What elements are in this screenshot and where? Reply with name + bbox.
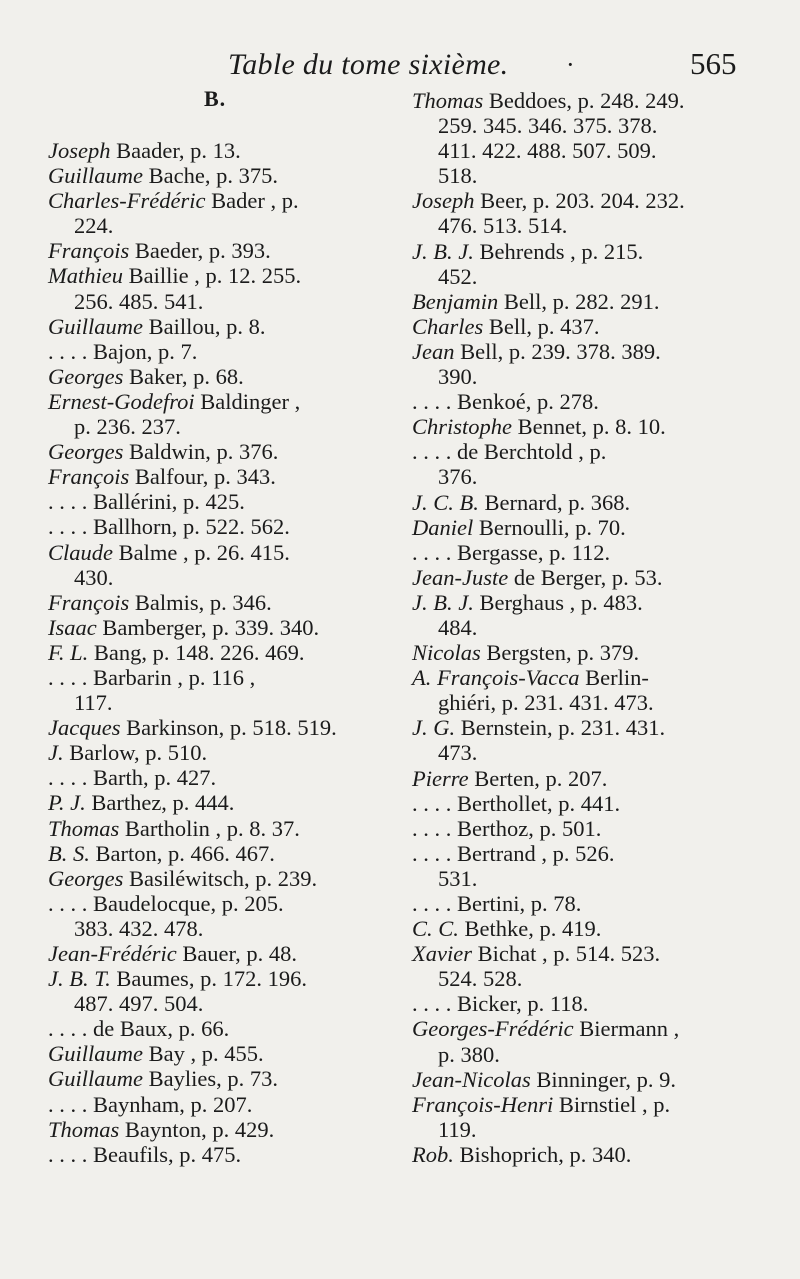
section-letter: B. [204,86,227,111]
entry-text: de Berger, p. 53. [508,564,663,590]
entry-text: Bernoulli, p. 70. [473,514,626,540]
entry-text: 224. [74,213,114,239]
entry-given-name: François [48,464,130,490]
entry-text: Barthez, p. 444. [85,790,235,816]
entry-text: Beddoes, p. 248. 249. [483,88,685,113]
index-entry [412,490,764,515]
index-entry-continuation [412,213,764,238]
entry-given-name: Jean-Juste [412,564,509,590]
index-entry [412,565,764,590]
index-entry-continuation [412,690,764,715]
entry-given-name: Charles-Frédéric [48,188,206,214]
entry-given-name: Benjamin [412,288,499,314]
entry-text: 430. [74,564,114,590]
index-entry-continuation [412,264,764,289]
entry-text: Berlin- [579,665,649,691]
entry-given-name: Ernest-Godefroi [48,388,195,414]
index-entry-continuation [412,1042,764,1067]
index-entry [48,1142,400,1167]
entry-text: 117. [74,690,113,716]
entry-text: Barton, p. 466. 467. [89,840,275,866]
entry-text: 473. [438,740,478,766]
entry-text: Bernstein, p. 231. 431. [455,715,666,741]
entry-text: Baldwin, p. 376. [123,439,279,465]
entry-given-name: Jacques [48,715,121,741]
entry-text: Baylies, p. 73. [143,1066,278,1092]
entry-given-name: Georges [48,363,124,389]
index-entry [412,540,764,565]
entry-text: 531. [438,865,478,891]
index-entry [412,239,764,264]
entry-given-name: P. J. [48,790,86,816]
entry-given-name: Daniel [412,514,474,540]
index-entry [48,188,400,213]
entry-text: . . . . Ballhorn, p. 522. 562. [48,514,290,540]
entry-given-name: J. G. [412,715,456,741]
index-entry [412,414,764,439]
index-entry [412,439,764,464]
entry-text: 476. 513. 514. [438,213,568,239]
index-entry [48,1092,400,1117]
entry-text: Bay , p. 455. [143,1041,264,1067]
index-entry [48,891,400,916]
entry-text: Bethke, p. 419. [458,916,602,942]
entry-given-name: Guillaume [48,1066,143,1092]
entry-given-name: Xavier [412,941,472,967]
index-entry [48,389,400,414]
entry-given-name: Charles [412,313,484,339]
entry-given-name: J. B. J. [412,589,474,615]
header-dot: · [566,50,575,79]
entry-given-name: François [48,238,130,264]
entry-text: Bichat , p. 514. 523. [471,941,661,967]
index-entry-continuation [48,289,400,314]
index-entry [412,916,764,941]
entry-text: Balmis, p. 346. [129,589,272,615]
index-entry [48,1041,400,1066]
index-entry [412,389,764,414]
entry-text: Bell, p. 239. 378. 389. [454,338,661,364]
index-entry [48,615,400,640]
index-entry [48,339,400,364]
index-entry [48,816,400,841]
index-entry [412,941,764,966]
entry-text: Basiléwitsch, p. 239. [123,865,318,891]
entry-given-name: François [48,589,130,615]
index-entry [48,590,400,615]
entry-text: Bell, p. 437. [483,313,600,339]
entry-text: 524. 528. [438,966,523,992]
entry-text: 518. [438,163,478,189]
entry-text: 376. [438,464,478,490]
entry-text: ghiéri, p. 231. 431. 473. [438,690,654,716]
index-entry [412,715,764,740]
index-entry [48,1117,400,1142]
index-entry [412,1142,764,1167]
entry-given-name: F. L. [48,639,89,665]
entry-given-name: J. C. B. [412,489,479,515]
index-entry [48,1016,400,1041]
entry-text: . . . . Bergasse, p. 112. [412,539,611,565]
entry-text: . . . . de Baux, p. 66. [48,1016,230,1042]
entry-text: Baillou, p. 8. [143,313,266,339]
index-entry [48,665,400,690]
entry-text: Birnstiel , p. [553,1091,671,1117]
entry-text: . . . . Ballérini, p. 425. [48,489,245,515]
entry-text: . . . . Baudelocque, p. 205. [48,890,284,916]
entry-given-name: Joseph [48,138,111,163]
entry-given-name: Thomas [412,88,484,113]
entry-given-name: Georges [48,865,124,891]
entry-given-name: Jean-Nicolas [412,1066,531,1092]
entry-text: Bernard, p. 368. [478,489,631,515]
index-entry-continuation [412,966,764,991]
entry-text: 390. [438,364,478,390]
index-entry [412,590,764,615]
index-entry [412,640,764,665]
entry-given-name: Jean-Frédéric [48,941,177,966]
index-entry-continuation [412,866,764,891]
index-entry [412,816,764,841]
entry-given-name: Guillaume [48,313,143,339]
index-entry [48,715,400,740]
index-entry [412,1067,764,1092]
entry-text: 452. [438,263,478,289]
entry-given-name: Claude [48,539,113,565]
index-entry [412,88,764,113]
index-entry-continuation [48,213,400,238]
index-entry [48,841,400,866]
index-entry [48,765,400,790]
entry-text: Bang, p. 148. 226. 469. [88,639,305,665]
index-entry [412,515,764,540]
index-entry [412,791,764,816]
index-entry-continuation [48,690,400,715]
entry-given-name: Joseph [412,188,475,214]
entry-text: Bauer, p. 48. [176,941,298,966]
entry-text: Bache, p. 375. [143,163,278,189]
index-entry [48,138,400,163]
entry-given-name: Jean [412,338,455,364]
entry-text: Bergsten, p. 379. [480,640,640,666]
index-entry [48,866,400,891]
index-entry-continuation [412,740,764,765]
entry-given-name: François-Henri [412,1091,554,1117]
entry-text: . . . . Baynham, p. 207. [48,1091,253,1117]
entry-text: 259. 345. 346. 375. 378. [438,113,658,139]
page-number: 565 [690,46,737,81]
index-entry [48,439,400,464]
index-entry [412,1016,764,1041]
entry-text: Balfour, p. 343. [129,464,276,490]
entry-text: Bennet, p. 8. 10. [512,414,666,440]
entry-given-name: Nicolas [412,640,481,666]
entry-text: . . . . Benkoé, p. 278. [412,389,599,415]
entry-given-name: Mathieu [48,263,123,289]
index-entry-continuation [48,991,400,1016]
entry-text: p. 236. 237. [74,414,181,440]
entry-given-name: Georges-Frédéric [412,1016,574,1042]
entry-given-name: Isaac [48,614,97,640]
index-entry [48,941,400,966]
entry-text: . . . . Berthollet, p. 441. [412,790,621,816]
entry-text: Berten, p. 207. [468,765,608,791]
entry-text: Barkinson, p. 518. 519. [120,715,337,741]
index-entry-continuation [412,364,764,389]
index-entry [48,966,400,991]
index-entry [48,263,400,288]
index-entry [412,339,764,364]
entry-text: Bamberger, p. 339. 340. [96,614,320,640]
page-header [0,44,800,88]
entry-given-name: Thomas [48,1116,120,1142]
index-column-left [48,138,400,1167]
entry-text: 411. 422. 488. 507. 509. [438,138,657,164]
index-entry [412,665,764,690]
entry-text: Behrends , p. 215. [473,238,644,264]
index-entry-continuation [48,565,400,590]
entry-text: Bell, p. 282. 291. [498,288,660,314]
entry-text: Bartholin , p. 8. 37. [119,815,300,841]
index-entry [48,740,400,765]
entry-text: . . . . Bertini, p. 78. [412,891,582,916]
entry-text: Balme , p. 26. 415. [113,539,290,565]
entry-given-name: Christophe [412,414,513,440]
entry-given-name: J. [48,740,64,766]
entry-text: . . . . de Berchtold , p. [412,439,607,465]
entry-text: 256. 485. 541. [74,288,204,314]
index-entry [412,766,764,791]
entry-text: . . . . Barbarin , p. 116 , [48,664,256,690]
entry-text: Bishoprich, p. 340. [453,1141,632,1167]
entry-given-name: Guillaume [48,1041,143,1067]
entry-text: . . . . Berthoz, p. 501. [412,815,602,841]
index-entry [48,163,400,188]
entry-text: Baker, p. 68. [123,363,244,389]
index-entry [48,489,400,514]
entry-text: Binninger, p. 9. [530,1066,677,1092]
entry-text: . . . . Bicker, p. 118. [412,991,589,1017]
index-entry [48,364,400,389]
running-title: Table du tome sixième. [228,48,509,81]
index-column-right [412,88,764,1167]
index-entry-continuation [412,163,764,188]
index-entry [48,464,400,489]
entry-text: Barlow, p. 510. [63,740,208,766]
entry-text: . . . . Bajon, p. 7. [48,338,198,364]
entry-text: Baumes, p. 172. 196. [110,966,307,992]
entry-text: Baeder, p. 393. [129,238,271,264]
entry-text: . . . . Bertrand , p. 526. [412,840,615,866]
index-entry [412,841,764,866]
entry-text: Beer, p. 203. 204. 232. [474,188,685,214]
entry-given-name: Guillaume [48,163,143,189]
entry-text: 383. 432. 478. [74,915,204,941]
entry-given-name: A. François-Vacca [412,665,580,691]
index-entry-continuation [48,916,400,941]
entry-given-name: Georges [48,439,124,465]
index-entry [412,188,764,213]
entry-given-name: J. B. T. [48,966,111,992]
entry-text: 119. [438,1116,477,1142]
index-entry [48,314,400,339]
entry-text: 484. [438,614,478,640]
index-entry-continuation [412,615,764,640]
entry-text: Baldinger , [194,388,301,414]
index-entry [48,640,400,665]
index-entry-continuation [412,138,764,163]
entry-given-name: Pierre [412,765,469,791]
entry-given-name: J. B. J. [412,238,474,264]
entry-given-name: B. S. [48,840,90,866]
index-entry [48,514,400,539]
index-entry [412,1092,764,1117]
index-entry [412,891,764,916]
index-entry [412,991,764,1016]
entry-text: . . . . Beaufils, p. 475. [48,1141,242,1167]
entry-given-name: Thomas [48,815,120,841]
entry-text: Baynton, p. 429. [119,1116,275,1142]
index-entry-continuation [412,1117,764,1142]
entry-text: 487. 497. 504. [74,991,204,1017]
index-entry [412,289,764,314]
index-entry-continuation [412,464,764,489]
index-entry [48,790,400,815]
index-entry [48,540,400,565]
index-entry-continuation [48,414,400,439]
index-entry [412,314,764,339]
entry-text: Bader , p. [205,188,299,214]
entry-given-name: Rob. [412,1141,454,1167]
entry-given-name: C. C. [412,916,459,942]
entry-text: . . . . Barth, p. 427. [48,765,217,791]
entry-text: Berghaus , p. 483. [473,589,643,615]
entry-text: Baillie , p. 12. 255. [122,263,302,289]
index-entry [48,1066,400,1091]
entry-text: Baader, p. 13. [110,138,241,163]
index-entry [48,238,400,263]
index-entry-continuation [412,113,764,138]
entry-text: p. 380. [438,1041,500,1067]
entry-text: Biermann , [573,1016,680,1042]
